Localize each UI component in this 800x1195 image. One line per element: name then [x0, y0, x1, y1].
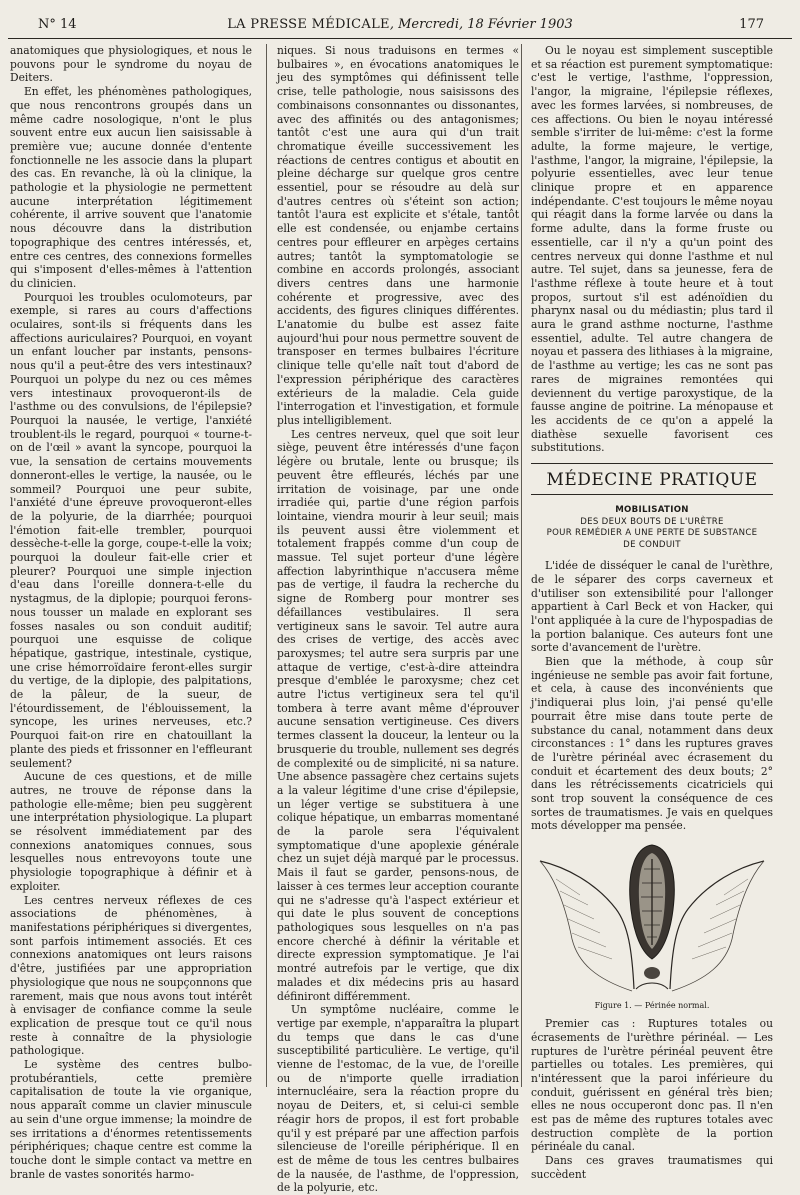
- subtitle-keyword: MOBILISATION: [615, 505, 689, 516]
- paragraph: Bien que la méthode, à coup sûr ingénieuse ne semble pas avoir fait fortune, et cela, à cause des inconvénients que j'indiquerai plus loin, j'ai pensé qu'elle pourrait être mise dans toute perte de substance du canal, notamment dans deux circonstances : 1° dans les ruptures graves de l'urètre périnéal avec écrasement du conduit et écartement des deux bouts; 2° dans les rétrécissements cicatriciels qui sont trop souvent la conséquence de ces sortes de traumatismes. Je vais en quelques mots développer ma pensée.: [531, 655, 773, 833]
- section-rule: [531, 494, 773, 495]
- page-header: [30, 14, 770, 36]
- paragraph: L'idée de disséquer le canal de l'urèthre, de le séparer des corps caverneux et d'utiliser son extensibilité pour l'allonger appartient à Carl Beck et von Hacker, qui l'ont appliquée à la cure de l'hypospadias de la portion balanique. Ces auteurs font une sorte d'avancement de l'urètre.: [531, 559, 773, 655]
- column-right: [531, 44, 773, 1181]
- section-title: MÉDECINE PRATIQUE: [546, 470, 758, 491]
- column-rule: [266, 44, 267, 1087]
- paragraph: Ou le noyau est simplement susceptible et sa réaction est purement symptomatique: c'est le vertige, l'asthme, l'oppression, l'angor, la migraine, l'épilepsie réflexes, avec les formes larvées, si nombreuses, de ces affections. Ou bien le noyau intéressé semble s'irriter de lui-même: c'est la forme adulte, la forme majeure, le vertige, l'asthme, l'angor, la migraine, l'épilepsie, la polyurie essentielles, avec leur tenue clinique propre et en apparence indépendante. C'est toujours le même noyau qui réagit dans la forme larvée ou dans la forme adulte, dans la forme fruste ou essentielle, car il n'y a qu'un point des centres nerveux qui donne l'asthme et nul autre. Tel sujet, dans sa jeunesse, fera de l'asthme réflexe à toute heure et à tout propos, surtout s'il est adénoïdien du pharynx nasal ou du médiastin; plus tard il aura le grand asthme nocturne, l'asthme essentiel, adulte. Tel autre changera de noyau et passera des lithiases à la migraine, de l'asthme au vertige; les cas ne sont pas rares de migraines remontées qui deviennent du vertige paroxystique, de la fausse angine de poitrine. La ménopause et les accidents de ce qu'on a appelé la diathèse sexuelle favorisent ces substitutions.: [531, 44, 773, 455]
- paragraph: niques. Si nous traduisons en termes « bulbaires », en évocations anatomiques le jeu des symptômes qui définissent telle crise, telle pathologie, nous saisissons des combinaisons consonnantes ou dissonantes, avec des affinités ou des antagonismes; tantôt c'est une aura qui d'un trait chromatique éveille successivement les réactions de centres contigus et aboutit en pleine décharge sur quelque gros centre essentiel, pour se résoudre au delà sur d'autres centres où s'éteint son action; tantôt l'aura est explicite et s'étale, tantôt elle est condensée, ou enjambe certains centres pour effleurer en arpèges certains autres; tantôt la symptomatologie se combine en accords prolongés, associant divers centres dans une harmonie cohérente et progressive, avec des accidents, des figures cliniques différentes. L'anatomie du bulbe est assez faite aujourd'hui pour nous permettre souvent de transposer en termes bulbaires l'écriture clinique telle qu'elle naît tout d'abord de l'expression périphérique des caractères extérieurs de la maladie. Cela guide l'interrogation et l'investigation, et formule plus intelligiblement.: [277, 44, 519, 427]
- journal-name: LA PRESSE MÉDICALE: [227, 17, 390, 32]
- running-title: [30, 14, 770, 36]
- figure: [531, 839, 773, 1011]
- paragraph: Aucune de ces questions, et de mille autres, ne trouve de réponse dans la pathologie elle-même; bien peu suggèrent une interprétation physiologique. La plupart se résolvent immédiatement par des connexions anatomiques connues, sous lesquelles nous entrevoyons toute une physiologie topographique à définir et à exploiter.: [10, 770, 252, 893]
- issue-date: , Mercredi, 18 Février 1903: [389, 17, 573, 32]
- column-rule: [521, 44, 522, 1087]
- subtitle-line: DE CONDUIT: [623, 539, 681, 550]
- paragraph: Le système des centres bulbo-protubérantiels, cette première capitalisation de toute la vie organique, nous apparaît comme un clavier minuscule au sein d'une orgue immense; la moindre de ses irritations a d'énormes retentissements périphériques; chaque centre est comme la touche dont le simple contact va mettre en branle de vastes sonorités harmo-: [10, 1058, 252, 1181]
- paragraph: Premier cas : Ruptures totales ou écrasements de l'urèthre périnéal. — Les ruptures de l'urètre périnéal peuvent être partielles ou totales. Les premières, qui n'intéressent que la paroi inférieure du conduit, guérissent en général très bien; elles ne nous occuperont donc pas. Il n'en est pas de même des ruptures totales avec destruction complète de la portion périnéale du canal.: [531, 1017, 773, 1154]
- figure-caption: Figure 1. — Périnée normal.: [594, 1001, 710, 1011]
- paragraph: En effet, les phénomènes pathologiques, que nous rencontrons groupés dans un même cadre nosologique, n'ont le plus souvent entre eux aucun lien saisissable à première vue; aucune donnée d'entente fonctionnelle ne les associe dans la plupart des cas. En revanche, là où la clinique, la pathologie et la physiologie ne permettent aucune interprétation légitimement cohérente, il arrive souvent que l'anatomie nous découvre dans la distribution topographique des centres intéressés, et, entre ces centres, des connexions formelles qui s'imposent d'elles-mêmes à l'attention du clinicien.: [10, 85, 252, 290]
- section-rule: [531, 463, 773, 464]
- paragraph: Pourquoi les troubles oculomoteurs, par exemple, si rares au cours d'affections oculaires, sont-ils si fréquents dans les affections auriculaires? Pourquoi, en voyant un enfant loucher par instants, pensons-nous qu'il a peut-être des vers intestinaux? Pourquoi un polype du nez ou ces mêmes vers intestinaux provoqueront-ils de l'asthme ou des convulsions, de l'épilepsie? Pourquoi la nausée, le vertige, l'anxiété troublent-ils le regard, pourquoi « tourne-t-on de l'œil » avant la syncope, pourquoi la vue, la sensation de certains mouvements donneront-elles le vertige, la nausée, ou le sommeil? Pourquoi une peur subite, l'anxiété d'une épreuve provoqueront-elles de la polyurie, de la diarrhée; pourquoi l'émotion fait-elle trembler, pourquoi dessèche-t-elle la gorge, coupe-t-elle la voix; pourquoi la douleur fait-elle crier et pleurer? Pourquoi une simple injection d'eau dans l'oreille donnera-t-elle du nystagmus, de la diplopie; pourquoi ferons-nous tousser un malade en explorant ses fosses nasales ou son conduit auditif; pourquoi une esquisse de colique hépatique, gastrique, intestinale, cystique, une crise hémorroïdaire feront-elles surgir du vertige, de la diplopie, des palpitations, de la pâleur, de la sueur, de l'étourdissement, de l'éblouissement, la syncope, les urines nerveuses, etc.? Pourquoi fait-on rire en chatouillant la plante des pieds et frissonner en l'effleurant seulement?: [10, 290, 252, 770]
- page-number: 177: [739, 17, 764, 32]
- paragraph: anatomiques que physiologiques, et nous le pouvons pour le syndrome du noyau de Deiters.: [10, 44, 252, 85]
- subtitle-line: POUR REMÉDIER A UNE PERTE DE SUBSTANCE: [546, 528, 758, 539]
- header-rule: [8, 38, 792, 39]
- issue-number: N° 14: [38, 17, 77, 32]
- column-middle: [277, 44, 519, 1195]
- article-subtitle: [531, 505, 773, 551]
- paragraph: Les centres nerveux réflexes de ces associations de phénomènes, à manifestations périphériques si divergentes, sont parfois intimement associés. Et ces connexions anatomiques ont leurs raisons d'être, justifiées par une appropriation physiologique que nous ne soupçonnons que rarement, mais que nous avons tout intérêt à envisager de confiance comme la seule explication de presque tout ce qu'il nous reste à connaître de la physiologie pathologique.: [10, 893, 252, 1058]
- subtitle-line: DES DEUX BOUTS DE L'URÈTRE: [580, 516, 724, 527]
- column-left: [10, 44, 252, 1181]
- paragraph: Les centres nerveux, quel que soit leur siège, peuvent être intéressés d'une façon légère ou brutale, lente ou brusque; ils peuvent être effleurés, léchés par une irritation de voisinage, par une onde irradiée qui, partie d'une région parfois lointaine, viendra mourir à leur seuil; mais ils peuvent aussi être violemment et totalement frappés comme d'un coup de massue. Tel sujet porteur d'une légère affection labyrinthique n'accusera même pas de vertige, il faudra la recherche du signe de Romberg pour montrer ses défaillances vestibulaires. Il sera vertigineux sans le savoir. Tel autre aura des crises de vertige, des accès avec paroxysmes; tel autre sera surpris par une attaque de vertige, c'est-à-dire atteindra presque d'emblée le paroxysme; chez cet autre l'ictus vertigineux sera tel qu'il tombera à terre avant même d'éprouver aucune sensation vertigineuse. Ces divers termes classent la douceur, la lenteur ou la brusquerie du trouble, nullement ses degrés de complexité ou de simplicité, ni sa nature. Une absence passagère chez certains sujets a la valeur légitime d'une crise d'épilepsie, un léger vertige se substituera à une colique hépatique, un embarras momentané de la parole sera l'équivalent symptomatique d'une apoplexie générale chez un sujet déjà marqué par le processus. Mais il faut se garder, pensons-nous, de laisser à ces termes leur acception courante qui ne s'adresse qu'à l'aspect extérieur et qui date le plus souvent de conceptions pathologiques sous lesquelles on n'a pas encore cherché à définir la véritable et directe expression symptomatique. Je l'ai montré autrefois par le vertige, que dix malades et dix médecins pris au hasard définiront différemment.: [277, 427, 519, 1003]
- paragraph: Un symptôme nucléaire, comme le vertige par exemple, n'apparaîtra la plupart du temps que dans le cas d'une susceptibilité particulière. Le vertige, qu'il vienne de l'estomac, de la vue, de l'oreille ou de n'importe quelle irradiation internucléaire, sera la réaction propre du noyau de Deiters, et, si celui-ci semble réagir hors de propos, il est fort probable qu'il y est préparé par une affection parfois silencieuse de l'oreille périphérique. Il en est de même de tous les centres bulbaires de la nausée, de l'asthme, de l'oppression, de la polyurie, etc.: [277, 1003, 519, 1195]
- paragraph: Dans ces graves traumatismes qui succèdent: [531, 1154, 773, 1181]
- perineum-illustration: [536, 839, 768, 999]
